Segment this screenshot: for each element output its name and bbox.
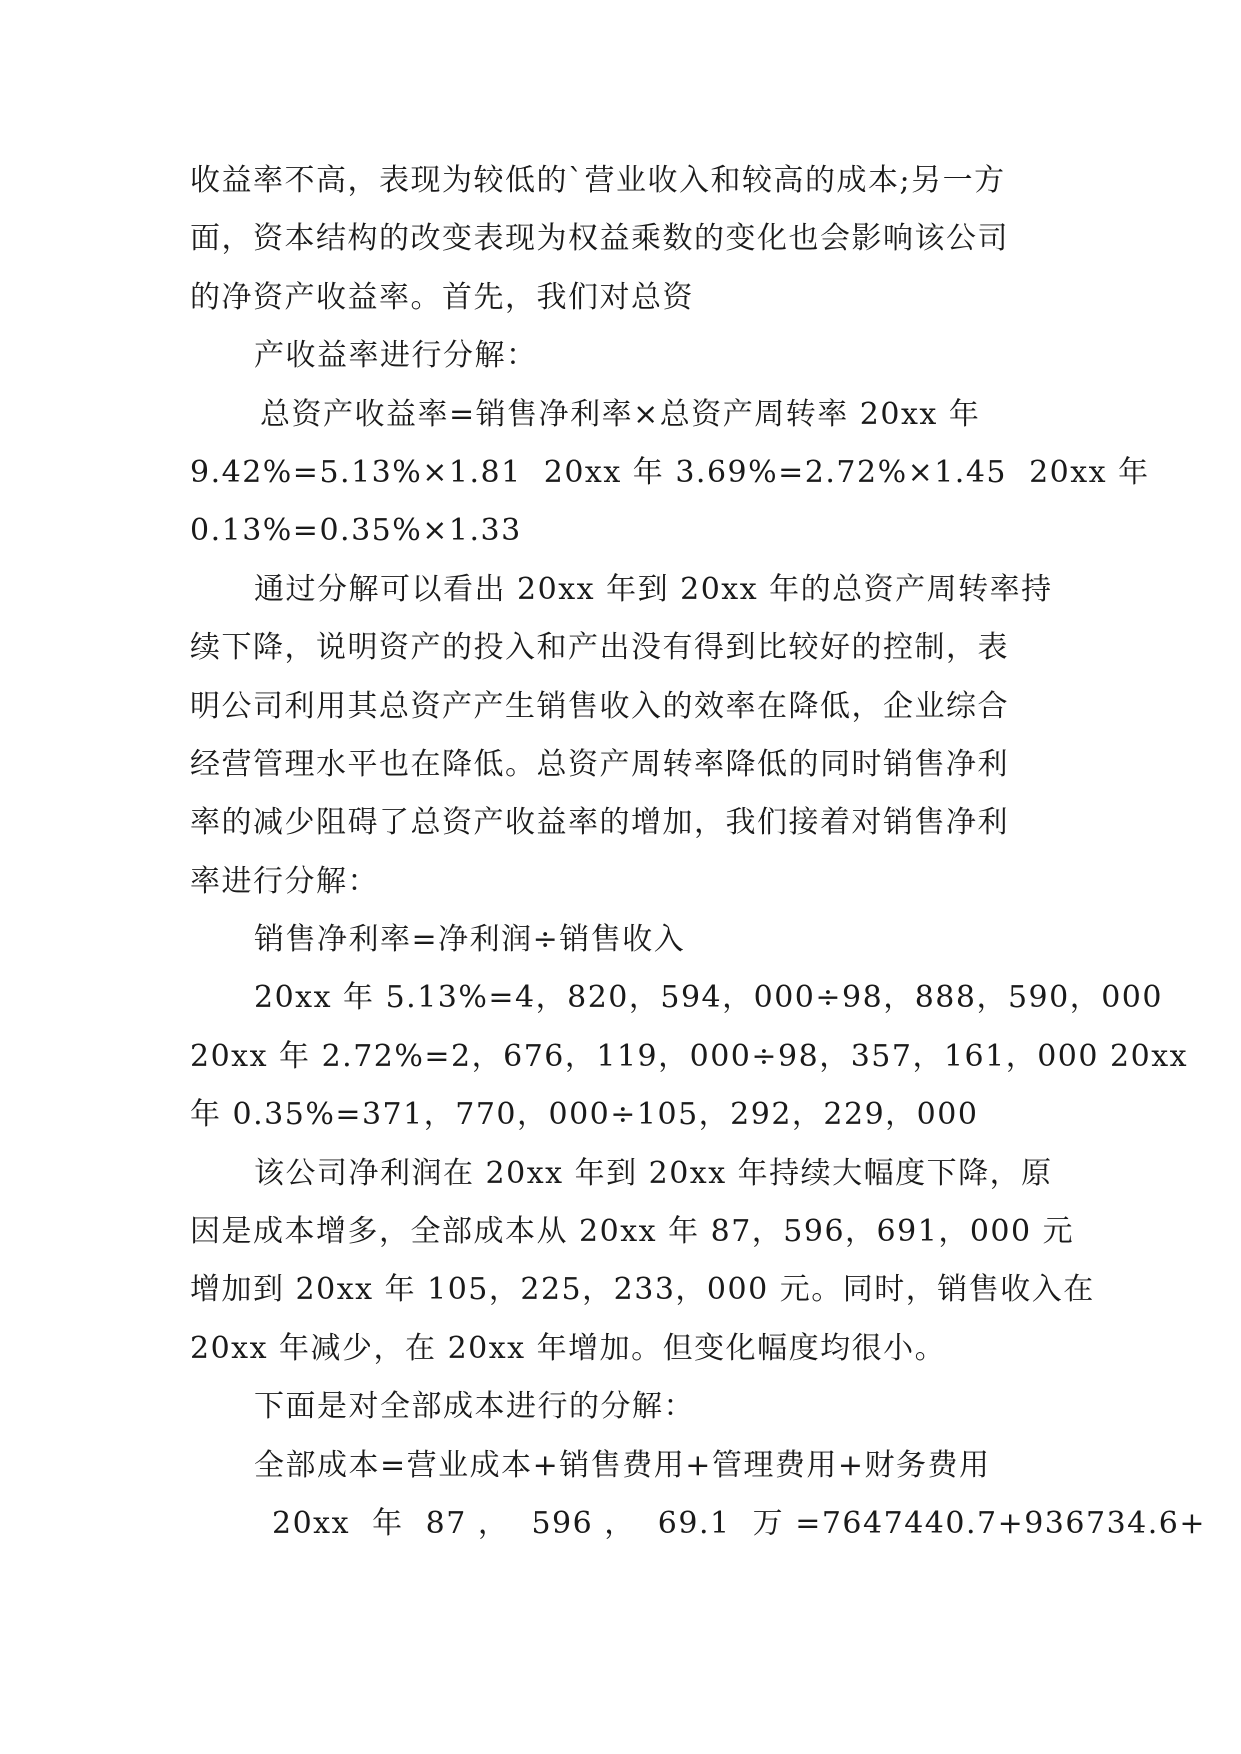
paragraph-line: 通过分解可以看出 20xx 年到 20xx 年的总资产周转率持 — [254, 571, 1053, 607]
formula-line: 0.13%=0.35%×1.33 — [190, 513, 522, 549]
paragraph-line: 增加到 20xx 年 105，225，233，000 元。同时，销售收入在 — [190, 1272, 1095, 1308]
paragraph-line: 率进行分解： — [190, 863, 379, 899]
paragraph-line: 20xx 年减少，在 20xx 年增加。但变化幅度均很小。 — [190, 1330, 947, 1366]
formula-line: 年 0.35%=371，770，000÷105，292，229，000 — [190, 1097, 979, 1133]
paragraph-line: 续下降，说明资产的投入和产出没有得到比较好的控制，表 — [190, 630, 1009, 666]
formula-line: 9.42%=5.13%×1.81 20xx 年 3.69%=2.72%×1.45 20xx 年 — [190, 454, 1150, 490]
paragraph-line: 该公司净利润在 20xx 年到 20xx 年持续大幅度下降，原 — [254, 1155, 1053, 1191]
paragraph-line: 的净资产收益率。首先，我们对总资 — [190, 279, 694, 315]
paragraph-line: 经营管理水平也在降低。总资产周转率降低的同时销售净利 — [190, 746, 1009, 782]
paragraph-line: 面，资本结构的改变表现为权益乘数的变化也会影响该公司 — [190, 221, 1009, 257]
formula-line: 总资产收益率=销售净利率×总资产周转率 20xx 年 — [260, 396, 981, 432]
formula-line: 20xx 年 2.72%=2，676，119，000÷98，357，161，000 20xx — [190, 1038, 1189, 1074]
paragraph-line: 收益率不高，表现为较低的`营业收入和较高的成本;另一方 — [190, 163, 1006, 198]
formula-line: 20xx 年 5.13%=4，820，594，000÷98，888，590，000 — [254, 980, 1163, 1016]
paragraph-line: 率的减少阻碍了总资产收益率的增加，我们接着对销售净利 — [190, 805, 1009, 841]
paragraph-line: 下面是对全部成本进行的分解： — [254, 1389, 695, 1425]
formula-line: 销售净利率=净利润÷销售收入 — [254, 922, 686, 958]
paragraph-line: 产收益率进行分解： — [254, 338, 538, 374]
paragraph-line: 因是成本增多，全部成本从 20xx 年 87，596，691，000 元 — [190, 1214, 1075, 1250]
formula-line: 全部成本=营业成本+销售费用+管理费用+财务费用 — [254, 1447, 991, 1483]
paragraph-line: 明公司利用其总资产产生销售收入的效率在降低，企业综合 — [190, 688, 1009, 724]
formula-line: 20xx 年 87 ， 596 ， 69.1 万 =7647440.7+936734.6+ — [272, 1505, 1206, 1541]
document-body — [190, 152, 1206, 1553]
